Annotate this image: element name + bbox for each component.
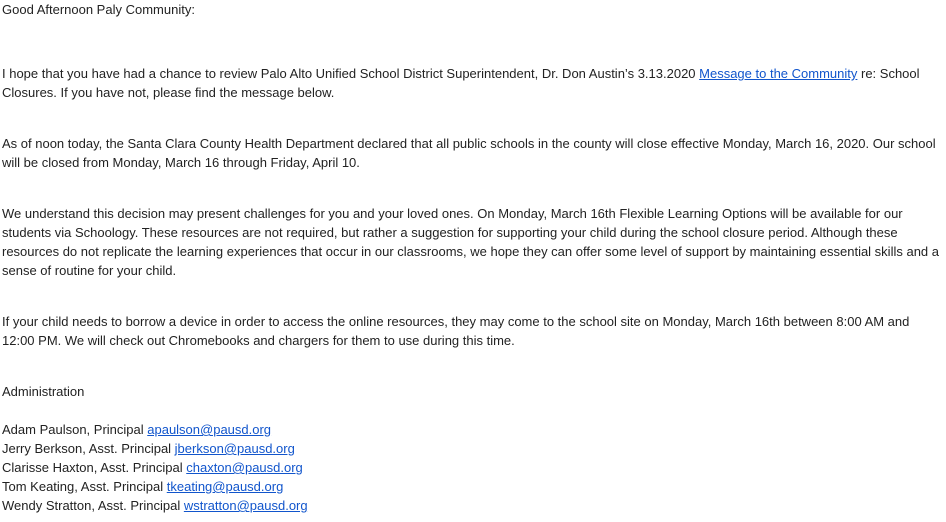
paragraph-superintendent-message: [2, 64, 942, 102]
staff-row: [2, 420, 308, 439]
staff-list: [2, 420, 308, 515]
greeting: Good Afternoon Paly Community:: [2, 2, 195, 17]
staff-label: Adam Paulson, Principal: [2, 422, 148, 437]
staff-email-link[interactable]: apaulson@pausd.org: [147, 422, 272, 437]
staff-label: Clarisse Haxton, Asst. Principal: [2, 460, 187, 475]
message-to-community-link[interactable]: Message to the Community: [699, 66, 858, 81]
paragraph-closure-announcement: As of noon today, the Santa Clara County Health Department declared that all public schools in the county will close effective Monday, March 16, 2020. Our school will be closed from Monday, March 16 through Friday, April 10.: [2, 136, 936, 170]
staff-label: Wendy Stratton, Asst. Principal: [2, 498, 184, 513]
staff-row: [2, 477, 308, 496]
staff-label: Jerry Berkson, Asst. Principal: [2, 441, 175, 456]
staff-email-link[interactable]: wstratton@pausd.org: [183, 498, 308, 513]
staff-row: [2, 496, 308, 515]
paragraph-text: re: School Closures. If you have not, please find the message below.: [2, 66, 920, 100]
staff-row: [2, 458, 308, 477]
paragraph-text: I hope that you have had a chance to review Palo Alto Unified School District Superintendent, Dr. Don Austin’s 3.13.2020: [2, 66, 700, 81]
administration-heading: Administration: [2, 384, 85, 399]
paragraph-device-borrowing: If your child needs to borrow a device in order to access the online resources, they may come to the school site on Monday, March 16th between 8:00 AM and 12:00 PM. We will check out Chromebooks and chargers for them to use during this time.: [2, 314, 910, 348]
paragraph-learning-options: We understand this decision may present challenges for you and your loved ones. On Monday, March 16th Flexible Learning Options will be available for our students via Schoology. These resources are not required, but rather a suggestion for supporting your child during the school closure period. Although these resources do not replicate the learning experiences that occur in our classrooms, we hope they can offer some level of support by maintaining essential skills and a sense of routine for your child.: [2, 206, 939, 278]
staff-email-link[interactable]: jberkson@pausd.org: [174, 441, 295, 456]
staff-email-link[interactable]: chaxton@pausd.org: [186, 460, 303, 475]
staff-email-link[interactable]: tkeating@pausd.org: [166, 479, 284, 494]
staff-row: [2, 439, 308, 458]
staff-label: Tom Keating, Asst. Principal: [2, 479, 167, 494]
